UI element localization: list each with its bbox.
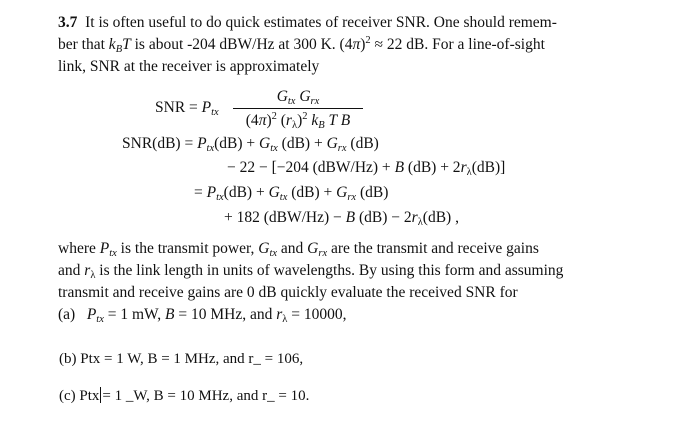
snr-equation-lhs: SNR = $P_{tx}$: [155, 99, 219, 118]
intro-line-1: It is often useful to do quick estimates of receiver SNR. One should remem-: [85, 14, 557, 31]
snr-denominator: $(4\pi)^2$ $(r_\lambda)^2$ $k_B$ T B: [245, 111, 351, 131]
problem-number: 3.7: [58, 14, 78, 31]
part-b: (b) Ptx = 1 W, B = 1 MHz, and r_ = 106,: [59, 351, 304, 367]
problem-description: where $P_{tx}$ is the transmit power, $G_{tx}$ and $G_{rx}$ are the transmit and receive gains and $r_\lambda$ is the link length in units of wavelengths. By using this form and assuming transmit and receive gains are 0 dB quickly evaluate the received SNR for (a) $P_{tx} = 1$ mW, B = 10 MHz, and $r_\lambda = 10000$,: [58, 240, 564, 325]
snr-db-line-2: − 22 − [−204 (dBW/Hz) + B $(dB) + 2r_\lambda(dB)$]: [227, 159, 506, 178]
part-c[interactable]: (c) Ptx = 1 _W, B = 10 MHz, and r_ = 10.: [59, 388, 310, 404]
snr-db-line-4: + 182 (dBW/Hz) − B $(dB) - 2r_\lambda(dB)$ ,: [224, 209, 459, 228]
intro-line-3: link, SNR at the receiver is approximately: [58, 58, 320, 75]
part-a: (a) $P_{tx} = 1$ mW, B = 10 MHz, and $r_\lambda = 10000$,: [58, 306, 347, 325]
snr-db-line-1: $SNR(dB) = P_{tx}(dB) + G_{tx}$ $(dB) + G_{rx}$ (dB): [122, 135, 379, 154]
snr-db-line-3: = $P_{tx}(dB) + G_{tx}$ $(dB) + G_{rx}$ (dB): [194, 184, 389, 203]
snr-fraction: [233, 87, 363, 131]
snr-numerator: $G_{tx}$ $G_{rx}$: [276, 88, 320, 107]
description-line-3: transmit and receive gains are 0 dB quickly evaluate the received SNR for: [58, 284, 518, 301]
problem-intro: 3.7 It is often useful to do quick estimates of receiver SNR. One should remem- ber that $k_BT$ is about -204 dBW/Hz at 300 K. $(4\pi)^2 \approx 22$ dB. For a line-of-sight link, SNR at the receiver is approximately: [58, 14, 557, 75]
